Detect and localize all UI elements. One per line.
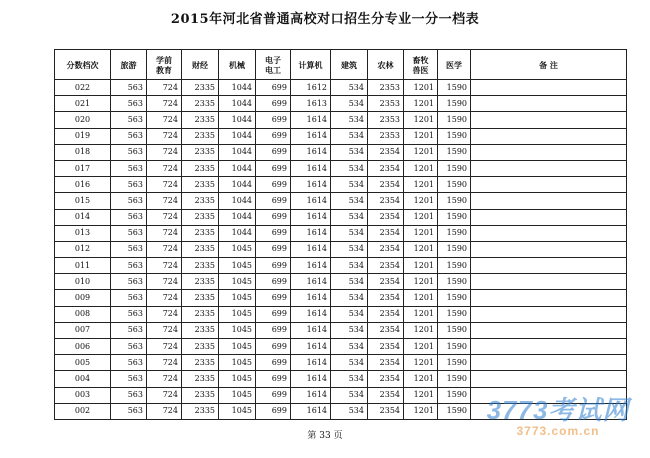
cell-electronics: 699 xyxy=(256,96,291,112)
table-row xyxy=(55,306,627,322)
cell-veterinary: 1201 xyxy=(404,306,438,322)
cell-tourism: 563 xyxy=(111,403,147,419)
cell-medicine: 1590 xyxy=(438,258,471,274)
cell-medicine: 1590 xyxy=(438,193,471,209)
cell-tourism: 563 xyxy=(111,322,147,338)
cell-computer: 1614 xyxy=(291,209,331,225)
column-header-preschool: 学前 教育 xyxy=(147,50,182,80)
cell-tourism: 563 xyxy=(111,241,147,257)
cell-construction: 534 xyxy=(331,112,368,128)
cell-preschool: 724 xyxy=(147,290,182,306)
cell-agriculture: 2354 xyxy=(368,387,404,403)
cell-level: 013 xyxy=(55,225,111,241)
cell-preschool: 724 xyxy=(147,387,182,403)
table-row xyxy=(55,80,627,96)
cell-veterinary: 1201 xyxy=(404,258,438,274)
cell-medicine: 1590 xyxy=(438,355,471,371)
cell-construction: 534 xyxy=(331,160,368,176)
cell-agriculture: 2354 xyxy=(368,241,404,257)
cell-veterinary: 1201 xyxy=(404,241,438,257)
cell-agriculture: 2354 xyxy=(368,403,404,419)
cell-tourism: 563 xyxy=(111,144,147,160)
cell-computer: 1614 xyxy=(291,274,331,290)
cell-tourism: 563 xyxy=(111,128,147,144)
cell-veterinary: 1201 xyxy=(404,371,438,387)
cell-machinery: 1045 xyxy=(219,355,256,371)
cell-construction: 534 xyxy=(331,96,368,112)
cell-agriculture: 2354 xyxy=(368,209,404,225)
watermark-logo-text: 3773考试网 xyxy=(486,395,630,425)
cell-electronics: 699 xyxy=(256,144,291,160)
cell-remark xyxy=(471,322,627,338)
cell-preschool: 724 xyxy=(147,274,182,290)
cell-agriculture: 2354 xyxy=(368,144,404,160)
cell-finance: 2335 xyxy=(182,144,219,160)
cell-finance: 2335 xyxy=(182,258,219,274)
cell-preschool: 724 xyxy=(147,403,182,419)
cell-computer: 1614 xyxy=(291,225,331,241)
cell-medicine: 1590 xyxy=(438,144,471,160)
cell-construction: 534 xyxy=(331,177,368,193)
cell-level: 022 xyxy=(55,80,111,96)
cell-medicine: 1590 xyxy=(438,225,471,241)
cell-agriculture: 2354 xyxy=(368,322,404,338)
cell-construction: 534 xyxy=(331,355,368,371)
cell-machinery: 1045 xyxy=(219,322,256,338)
cell-machinery: 1044 xyxy=(219,80,256,96)
table-row xyxy=(55,225,627,241)
cell-preschool: 724 xyxy=(147,112,182,128)
cell-finance: 2335 xyxy=(182,403,219,419)
cell-veterinary: 1201 xyxy=(404,209,438,225)
cell-level: 019 xyxy=(55,128,111,144)
cell-electronics: 699 xyxy=(256,322,291,338)
column-header-machinery: 机械 xyxy=(219,50,256,80)
cell-machinery: 1044 xyxy=(219,112,256,128)
table-body xyxy=(55,80,627,420)
cell-preschool: 724 xyxy=(147,241,182,257)
cell-agriculture: 2354 xyxy=(368,193,404,209)
table-header xyxy=(55,50,627,80)
cell-finance: 2335 xyxy=(182,209,219,225)
table-row xyxy=(55,128,627,144)
cell-level: 008 xyxy=(55,306,111,322)
cell-level: 006 xyxy=(55,339,111,355)
cell-electronics: 699 xyxy=(256,128,291,144)
cell-remark xyxy=(471,339,627,355)
cell-finance: 2335 xyxy=(182,371,219,387)
table-row xyxy=(55,339,627,355)
cell-medicine: 1590 xyxy=(438,96,471,112)
cell-remark xyxy=(471,241,627,257)
cell-electronics: 699 xyxy=(256,160,291,176)
cell-computer: 1614 xyxy=(291,322,331,338)
table-row xyxy=(55,371,627,387)
cell-level: 009 xyxy=(55,290,111,306)
cell-level: 010 xyxy=(55,274,111,290)
cell-medicine: 1590 xyxy=(438,80,471,96)
table-row xyxy=(55,241,627,257)
cell-computer: 1614 xyxy=(291,387,331,403)
cell-finance: 2335 xyxy=(182,128,219,144)
cell-machinery: 1044 xyxy=(219,225,256,241)
cell-finance: 2335 xyxy=(182,355,219,371)
cell-construction: 534 xyxy=(331,290,368,306)
cell-electronics: 699 xyxy=(256,290,291,306)
cell-tourism: 563 xyxy=(111,258,147,274)
cell-agriculture: 2354 xyxy=(368,355,404,371)
cell-remark xyxy=(471,128,627,144)
cell-computer: 1614 xyxy=(291,241,331,257)
cell-veterinary: 1201 xyxy=(404,355,438,371)
cell-computer: 1614 xyxy=(291,177,331,193)
cell-computer: 1614 xyxy=(291,144,331,160)
cell-veterinary: 1201 xyxy=(404,112,438,128)
cell-veterinary: 1201 xyxy=(404,193,438,209)
cell-medicine: 1590 xyxy=(438,241,471,257)
cell-tourism: 563 xyxy=(111,290,147,306)
cell-computer: 1614 xyxy=(291,355,331,371)
cell-construction: 534 xyxy=(331,274,368,290)
cell-preschool: 724 xyxy=(147,339,182,355)
cell-remark xyxy=(471,274,627,290)
cell-machinery: 1045 xyxy=(219,290,256,306)
cell-electronics: 699 xyxy=(256,274,291,290)
cell-tourism: 563 xyxy=(111,193,147,209)
cell-preschool: 724 xyxy=(147,96,182,112)
cell-veterinary: 1201 xyxy=(404,225,438,241)
table-row xyxy=(55,258,627,274)
cell-finance: 2335 xyxy=(182,177,219,193)
cell-finance: 2335 xyxy=(182,387,219,403)
cell-level: 021 xyxy=(55,96,111,112)
cell-veterinary: 1201 xyxy=(404,290,438,306)
cell-remark xyxy=(471,258,627,274)
cell-computer: 1614 xyxy=(291,193,331,209)
cell-finance: 2335 xyxy=(182,160,219,176)
cell-construction: 534 xyxy=(331,241,368,257)
cell-construction: 534 xyxy=(331,403,368,419)
cell-construction: 534 xyxy=(331,387,368,403)
cell-level: 015 xyxy=(55,193,111,209)
cell-tourism: 563 xyxy=(111,387,147,403)
cell-finance: 2335 xyxy=(182,339,219,355)
cell-electronics: 699 xyxy=(256,241,291,257)
cell-finance: 2335 xyxy=(182,112,219,128)
column-header-finance: 财经 xyxy=(182,50,219,80)
cell-level: 018 xyxy=(55,144,111,160)
cell-finance: 2335 xyxy=(182,193,219,209)
table-row xyxy=(55,355,627,371)
cell-construction: 534 xyxy=(331,128,368,144)
cell-construction: 534 xyxy=(331,339,368,355)
cell-preschool: 724 xyxy=(147,177,182,193)
cell-finance: 2335 xyxy=(182,225,219,241)
cell-agriculture: 2354 xyxy=(368,258,404,274)
score-table xyxy=(54,49,627,420)
cell-tourism: 563 xyxy=(111,112,147,128)
table-row xyxy=(55,177,627,193)
cell-level: 014 xyxy=(55,209,111,225)
cell-remark xyxy=(471,80,627,96)
cell-agriculture: 2354 xyxy=(368,371,404,387)
cell-construction: 534 xyxy=(331,80,368,96)
cell-preschool: 724 xyxy=(147,258,182,274)
cell-agriculture: 2354 xyxy=(368,225,404,241)
column-header-level: 分数档次 xyxy=(55,50,111,80)
cell-veterinary: 1201 xyxy=(404,339,438,355)
cell-remark xyxy=(471,112,627,128)
cell-machinery: 1045 xyxy=(219,403,256,419)
page-number: 第 33 页 xyxy=(307,431,343,441)
column-header-remark: 备 注 xyxy=(471,50,627,80)
cell-level: 004 xyxy=(55,371,111,387)
cell-medicine: 1590 xyxy=(438,403,471,419)
cell-tourism: 563 xyxy=(111,339,147,355)
cell-medicine: 1590 xyxy=(438,209,471,225)
cell-electronics: 699 xyxy=(256,177,291,193)
cell-level: 011 xyxy=(55,258,111,274)
cell-machinery: 1045 xyxy=(219,387,256,403)
cell-preschool: 724 xyxy=(147,371,182,387)
cell-machinery: 1045 xyxy=(219,241,256,257)
cell-machinery: 1045 xyxy=(219,339,256,355)
cell-construction: 534 xyxy=(331,193,368,209)
cell-preschool: 724 xyxy=(147,80,182,96)
cell-tourism: 563 xyxy=(111,371,147,387)
cell-machinery: 1044 xyxy=(219,96,256,112)
cell-preschool: 724 xyxy=(147,128,182,144)
cell-computer: 1614 xyxy=(291,371,331,387)
cell-veterinary: 1201 xyxy=(404,128,438,144)
cell-preschool: 724 xyxy=(147,144,182,160)
cell-medicine: 1590 xyxy=(438,274,471,290)
cell-veterinary: 1201 xyxy=(404,387,438,403)
cell-electronics: 699 xyxy=(256,258,291,274)
cell-finance: 2335 xyxy=(182,306,219,322)
cell-agriculture: 2354 xyxy=(368,160,404,176)
cell-level: 020 xyxy=(55,112,111,128)
cell-construction: 534 xyxy=(331,258,368,274)
cell-preschool: 724 xyxy=(147,160,182,176)
cell-construction: 534 xyxy=(331,144,368,160)
cell-electronics: 699 xyxy=(256,112,291,128)
cell-veterinary: 1201 xyxy=(404,144,438,160)
table-row xyxy=(55,274,627,290)
cell-computer: 1614 xyxy=(291,403,331,419)
cell-electronics: 699 xyxy=(256,80,291,96)
cell-agriculture: 2354 xyxy=(368,306,404,322)
cell-remark xyxy=(471,225,627,241)
cell-medicine: 1590 xyxy=(438,322,471,338)
cell-medicine: 1590 xyxy=(438,339,471,355)
cell-construction: 534 xyxy=(331,306,368,322)
cell-veterinary: 1201 xyxy=(404,96,438,112)
table-row xyxy=(55,96,627,112)
cell-veterinary: 1201 xyxy=(404,322,438,338)
table-row xyxy=(55,112,627,128)
cell-level: 002 xyxy=(55,403,111,419)
table-row xyxy=(55,144,627,160)
cell-computer: 1614 xyxy=(291,160,331,176)
cell-machinery: 1044 xyxy=(219,193,256,209)
column-header-computer: 计算机 xyxy=(291,50,331,80)
cell-remark xyxy=(471,193,627,209)
cell-agriculture: 2353 xyxy=(368,112,404,128)
cell-electronics: 699 xyxy=(256,371,291,387)
cell-medicine: 1590 xyxy=(438,290,471,306)
cell-preschool: 724 xyxy=(147,209,182,225)
table-row xyxy=(55,322,627,338)
cell-machinery: 1044 xyxy=(219,209,256,225)
cell-tourism: 563 xyxy=(111,306,147,322)
cell-tourism: 563 xyxy=(111,225,147,241)
cell-electronics: 699 xyxy=(256,209,291,225)
cell-finance: 2335 xyxy=(182,274,219,290)
cell-remark xyxy=(471,355,627,371)
table-row xyxy=(55,209,627,225)
cell-medicine: 1590 xyxy=(438,177,471,193)
cell-medicine: 1590 xyxy=(438,306,471,322)
table-row xyxy=(55,160,627,176)
cell-level: 005 xyxy=(55,355,111,371)
column-header-tourism: 旅游 xyxy=(111,50,147,80)
cell-remark xyxy=(471,96,627,112)
cell-agriculture: 2353 xyxy=(368,96,404,112)
column-header-electronics: 电子 电工 xyxy=(256,50,291,80)
cell-agriculture: 2354 xyxy=(368,274,404,290)
cell-finance: 2335 xyxy=(182,80,219,96)
cell-agriculture: 2353 xyxy=(368,80,404,96)
cell-finance: 2335 xyxy=(182,322,219,338)
cell-machinery: 1045 xyxy=(219,371,256,387)
column-header-agriculture: 农林 xyxy=(368,50,404,80)
cell-tourism: 563 xyxy=(111,96,147,112)
cell-veterinary: 1201 xyxy=(404,177,438,193)
cell-machinery: 1044 xyxy=(219,144,256,160)
cell-tourism: 563 xyxy=(111,80,147,96)
watermark-url-text: 3773.com.cn xyxy=(516,424,600,438)
cell-remark xyxy=(471,290,627,306)
cell-remark xyxy=(471,177,627,193)
cell-medicine: 1590 xyxy=(438,371,471,387)
cell-veterinary: 1201 xyxy=(404,80,438,96)
cell-level: 012 xyxy=(55,241,111,257)
cell-computer: 1613 xyxy=(291,96,331,112)
cell-tourism: 563 xyxy=(111,177,147,193)
column-header-veterinary: 畜牧 兽医 xyxy=(404,50,438,80)
cell-electronics: 699 xyxy=(256,387,291,403)
cell-construction: 534 xyxy=(331,209,368,225)
cell-tourism: 563 xyxy=(111,355,147,371)
cell-electronics: 699 xyxy=(256,339,291,355)
cell-electronics: 699 xyxy=(256,403,291,419)
header-row xyxy=(55,50,627,80)
cell-preschool: 724 xyxy=(147,225,182,241)
cell-computer: 1614 xyxy=(291,306,331,322)
cell-tourism: 563 xyxy=(111,274,147,290)
cell-preschool: 724 xyxy=(147,322,182,338)
cell-computer: 1614 xyxy=(291,128,331,144)
cell-electronics: 699 xyxy=(256,225,291,241)
cell-electronics: 699 xyxy=(256,306,291,322)
cell-agriculture: 2354 xyxy=(368,339,404,355)
cell-construction: 534 xyxy=(331,225,368,241)
cell-machinery: 1045 xyxy=(219,274,256,290)
cell-remark xyxy=(471,306,627,322)
cell-medicine: 1590 xyxy=(438,112,471,128)
cell-machinery: 1044 xyxy=(219,128,256,144)
cell-electronics: 699 xyxy=(256,193,291,209)
cell-level: 003 xyxy=(55,387,111,403)
cell-remark xyxy=(471,209,627,225)
cell-veterinary: 1201 xyxy=(404,403,438,419)
cell-medicine: 1590 xyxy=(438,387,471,403)
cell-preschool: 724 xyxy=(147,355,182,371)
cell-machinery: 1045 xyxy=(219,306,256,322)
table-row xyxy=(55,193,627,209)
cell-electronics: 699 xyxy=(256,355,291,371)
cell-computer: 1614 xyxy=(291,290,331,306)
cell-construction: 534 xyxy=(331,322,368,338)
cell-agriculture: 2354 xyxy=(368,177,404,193)
cell-level: 017 xyxy=(55,160,111,176)
cell-finance: 2335 xyxy=(182,241,219,257)
cell-computer: 1614 xyxy=(291,258,331,274)
cell-machinery: 1045 xyxy=(219,258,256,274)
cell-remark xyxy=(471,144,627,160)
column-header-construction: 建筑 xyxy=(331,50,368,80)
watermark-logo xyxy=(478,396,638,438)
cell-remark xyxy=(471,160,627,176)
cell-machinery: 1044 xyxy=(219,177,256,193)
cell-medicine: 1590 xyxy=(438,128,471,144)
cell-tourism: 563 xyxy=(111,209,147,225)
cell-preschool: 724 xyxy=(147,193,182,209)
cell-tourism: 563 xyxy=(111,160,147,176)
cell-finance: 2335 xyxy=(182,290,219,306)
cell-computer: 1614 xyxy=(291,339,331,355)
cell-agriculture: 2353 xyxy=(368,128,404,144)
page-title: 2015年河北省普通高校对口招生分专业一分一档表 xyxy=(170,12,480,27)
cell-veterinary: 1201 xyxy=(404,160,438,176)
cell-medicine: 1590 xyxy=(438,160,471,176)
table-row xyxy=(55,290,627,306)
cell-construction: 534 xyxy=(331,371,368,387)
cell-preschool: 724 xyxy=(147,306,182,322)
cell-remark xyxy=(471,371,627,387)
cell-agriculture: 2354 xyxy=(368,290,404,306)
cell-computer: 1612 xyxy=(291,80,331,96)
cell-level: 016 xyxy=(55,177,111,193)
cell-veterinary: 1201 xyxy=(404,274,438,290)
cell-machinery: 1044 xyxy=(219,160,256,176)
cell-level: 007 xyxy=(55,322,111,338)
cell-computer: 1614 xyxy=(291,112,331,128)
column-header-medicine: 医学 xyxy=(438,50,471,80)
cell-finance: 2335 xyxy=(182,96,219,112)
